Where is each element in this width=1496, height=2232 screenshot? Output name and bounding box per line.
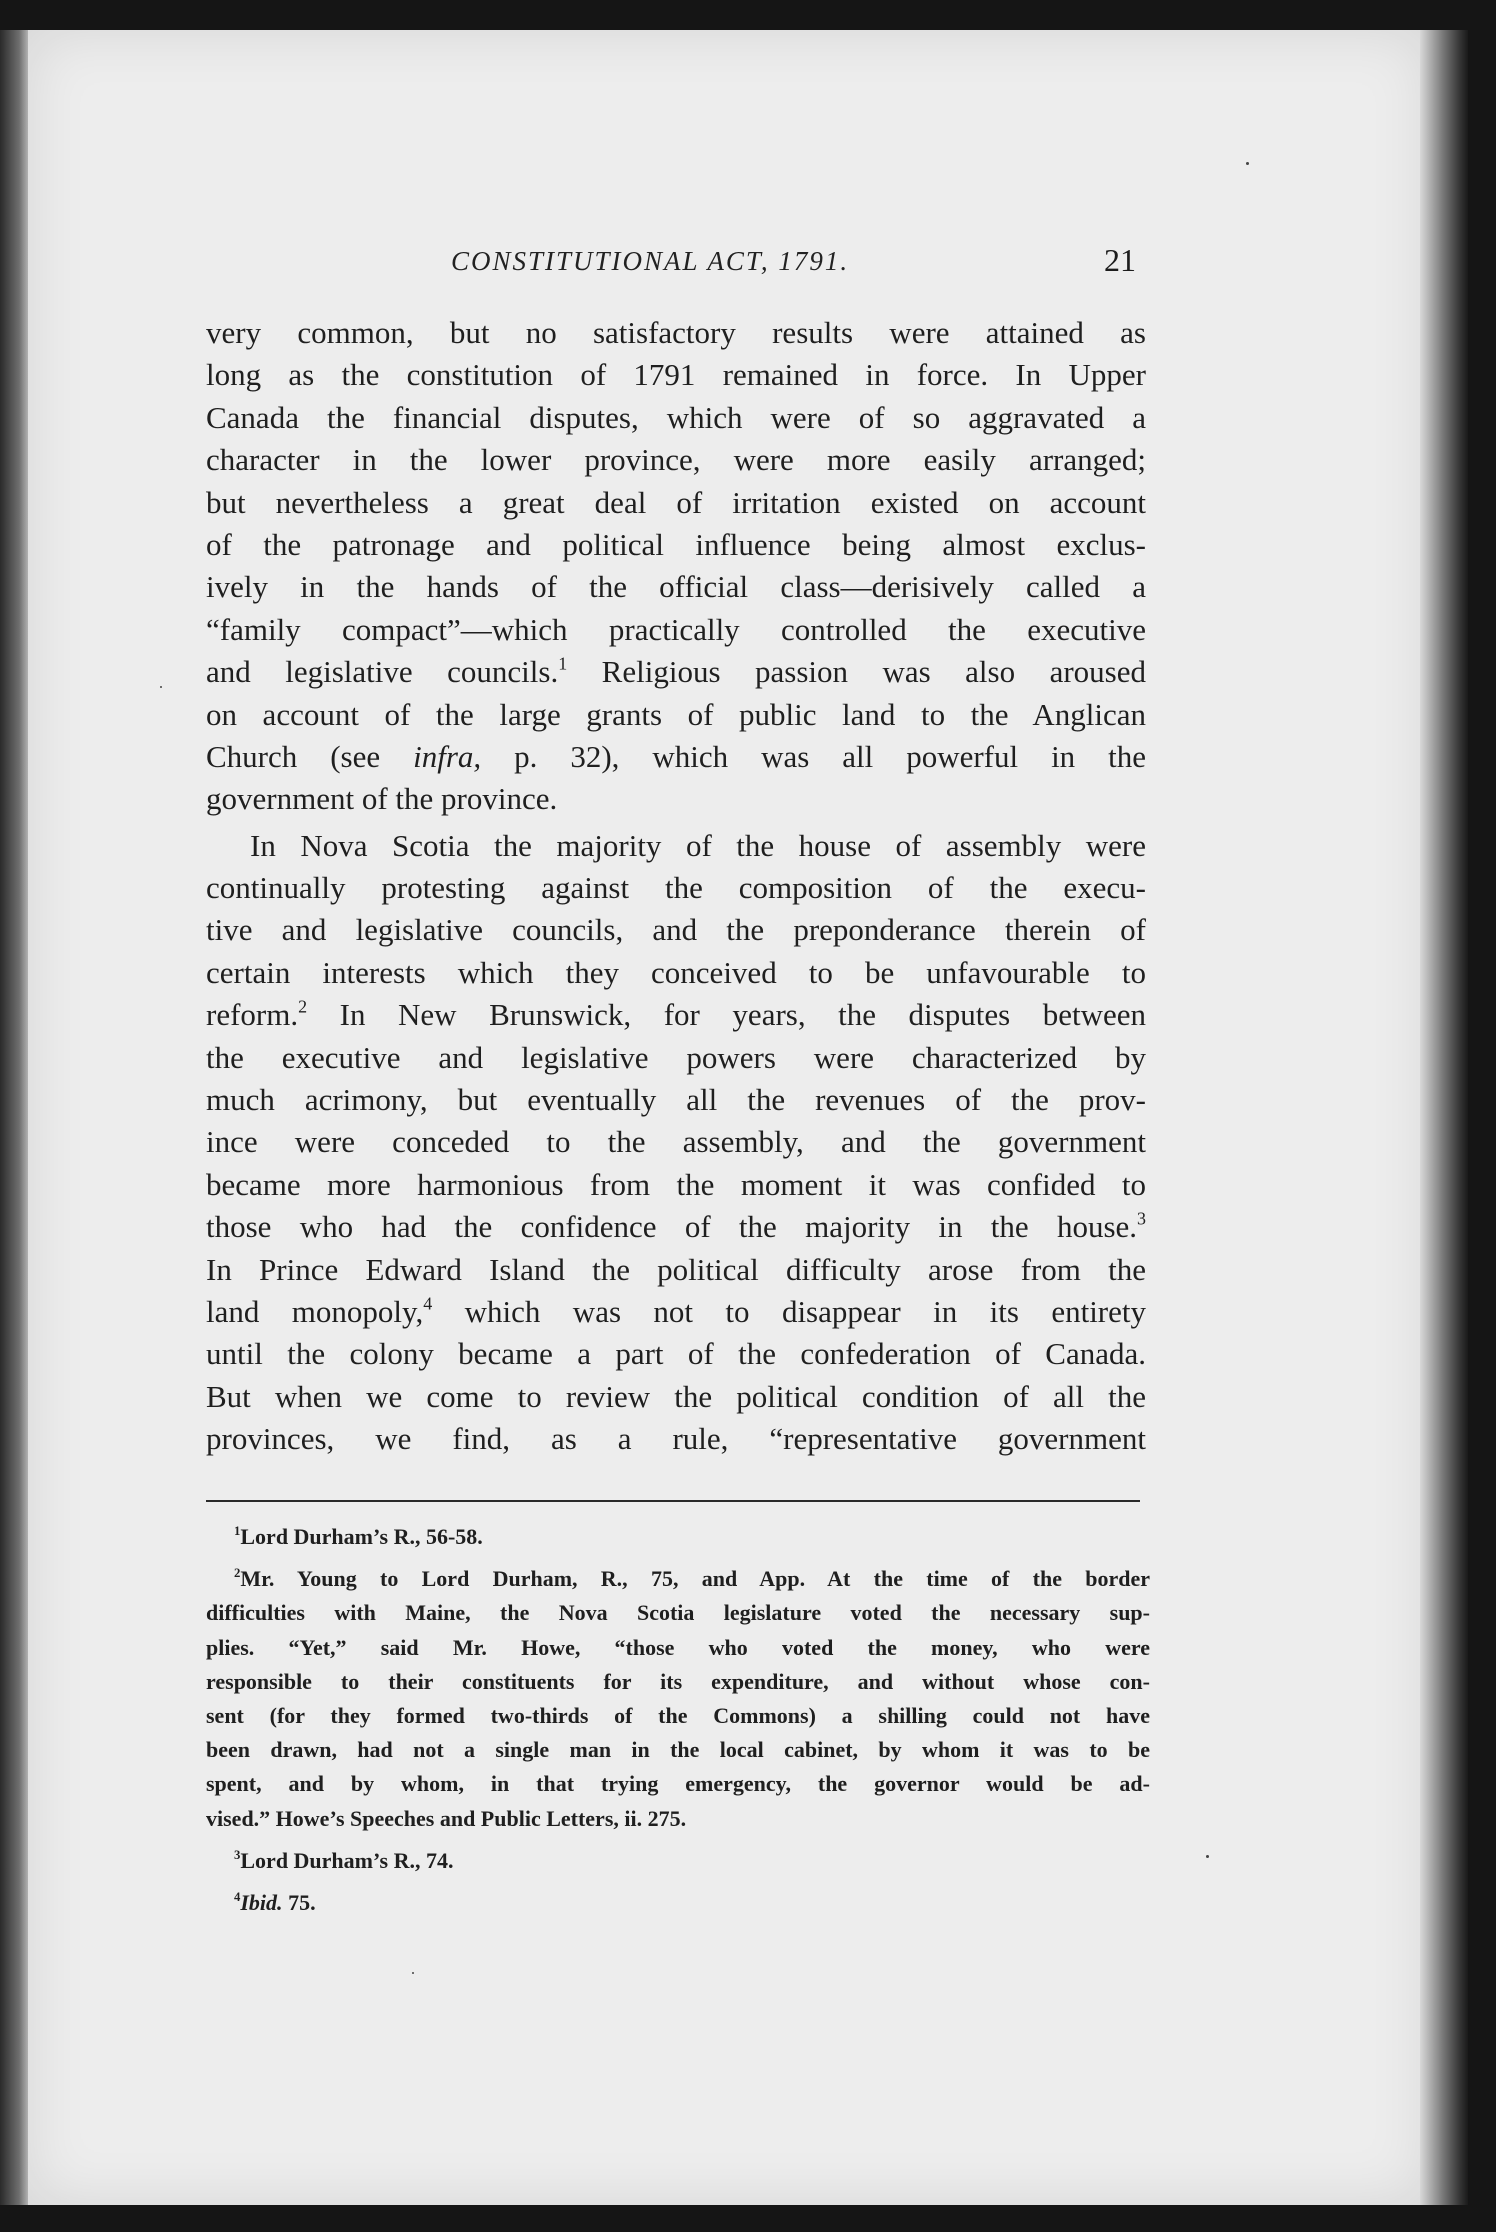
text-line: continually protesting against the composition of the execu- xyxy=(206,870,1146,906)
footnotes xyxy=(206,1520,1150,1920)
body-text xyxy=(206,312,1146,1461)
page-header xyxy=(206,242,1136,282)
text-line xyxy=(206,651,1146,693)
running-title: CONSTITUTIONAL ACT, 1791. xyxy=(451,246,850,276)
text-line xyxy=(206,1291,1146,1333)
footnote-line: plies. “Yet,” said Mr. Howe, “those who voted the money, who were xyxy=(206,1634,1150,1660)
text-line: on account of the large grants of public land to the Anglican xyxy=(206,696,1146,732)
footnote-text: 75. xyxy=(288,1889,316,1915)
text-line: became more harmonious from the moment it was confided to xyxy=(206,1166,1146,1202)
right-page-edge xyxy=(1420,30,1468,2205)
line-segment: p. 32), which was all powerful in the xyxy=(514,738,1147,774)
scan-speck xyxy=(412,1972,414,1974)
line-segment: land monopoly, xyxy=(206,1293,424,1329)
text-line: character in the lower province, were more easily arranged; xyxy=(206,442,1146,478)
scan-speck xyxy=(1206,1855,1209,1858)
footnote-line xyxy=(206,1562,1150,1596)
text-line: “family compact”—which practically controlled the executive xyxy=(206,611,1146,647)
line-segment: Religious passion was also aroused xyxy=(601,654,1146,690)
footnote-1 xyxy=(206,1520,1150,1554)
footnote-2 xyxy=(206,1562,1150,1836)
footnote-marker: 2 xyxy=(234,1566,241,1581)
footnote-line: vised.” Howe’s Speeches and Public Letters, ii. 275. xyxy=(206,1805,687,1831)
footnote-3 xyxy=(206,1844,1150,1878)
paragraph-2 xyxy=(206,825,1146,1461)
footnote-text: Lord Durham’s R., 56-58. xyxy=(240,1524,483,1549)
text-line xyxy=(206,994,1146,1036)
footnote-ref-4[interactable]: 4 xyxy=(423,1293,433,1314)
footnote-line: spent, and by whom, in that trying emergency, the governor would be ad- xyxy=(206,1771,1150,1797)
footnote-line: been drawn, had not a single man in the local cabinet, by whom it was to be xyxy=(206,1737,1150,1763)
footnote-4 xyxy=(206,1886,1150,1920)
text-line: until the colony became a part of the confederation of Canada. xyxy=(206,1336,1146,1372)
text-line: much acrimony, but eventually all the revenues of the prov- xyxy=(206,1082,1146,1118)
page-number: 21 xyxy=(1104,242,1136,278)
text-line: ively in the hands of the official class—derisively called a xyxy=(206,569,1146,605)
line-segment: Church (see xyxy=(206,738,381,774)
scan-speck xyxy=(160,686,162,688)
text-line: long as the constitution of 1791 remained in force. In Upper xyxy=(206,357,1146,393)
footnote-line: difficulties with Maine, the Nova Scotia legislature voted the necessary sup- xyxy=(206,1600,1150,1626)
text-line: certain interests which they conceived to be unfavourable to xyxy=(206,954,1146,990)
line-segment: reform. xyxy=(206,997,299,1033)
footnote-text: Lord Durham’s R., 74. xyxy=(240,1847,454,1873)
text-line: Canada the financial disputes, which were of so aggravated a xyxy=(206,399,1146,435)
text-line xyxy=(206,736,1146,778)
text-line: But when we come to review the political condition of all the xyxy=(206,1378,1146,1414)
footnote-marker: 3 xyxy=(234,1847,241,1862)
footnote-text: Mr. Young to Lord Durham, R., 75, and App. At the time of the border xyxy=(240,1566,1150,1592)
line-segment: which was not to disappear in its entirety xyxy=(464,1293,1147,1329)
footnote-ref-3[interactable]: 3 xyxy=(1137,1208,1146,1229)
text-line: tive and legislative councils, and the preponderance therein of xyxy=(206,912,1146,948)
text-line: government of the province. xyxy=(206,781,558,817)
text-line: but nevertheless a great deal of irritation existed on account xyxy=(206,484,1146,520)
line-segment: those who had the confidence of the majority in the house. xyxy=(206,1209,1138,1245)
footnote-rule xyxy=(206,1500,1140,1502)
footnote-line: sent (for they formed two-thirds of the Commons) a shilling could not have xyxy=(206,1702,1150,1728)
footnote-italic: Ibid. xyxy=(240,1889,283,1915)
footnote-marker: 4 xyxy=(234,1889,241,1904)
text-line: provinces, we find, as a rule, “representative government xyxy=(206,1421,1146,1457)
text-line: In Prince Edward Island the political difficulty arose from the xyxy=(206,1251,1146,1287)
scan-speck xyxy=(1246,162,1249,165)
italic-term: infra, xyxy=(413,738,482,774)
footnote-ref-2[interactable]: 2 xyxy=(298,996,308,1017)
text-line: the executive and legislative powers were characterized by xyxy=(206,1039,1146,1075)
text-line: In Nova Scotia the majority of the house of assembly were xyxy=(250,827,1146,863)
paragraph-1 xyxy=(206,312,1146,821)
line-segment: and legislative councils. xyxy=(206,654,559,690)
text-line: of the patronage and political influence being almost exclus- xyxy=(206,526,1146,562)
text-line xyxy=(206,1206,1146,1248)
text-line: ince were conceded to the assembly, and the government xyxy=(206,1124,1146,1160)
footnote-marker: 1 xyxy=(234,1524,241,1539)
line-segment: In New Brunswick, for years, the disputes between xyxy=(339,997,1147,1033)
footnote-ref-1[interactable]: 1 xyxy=(558,653,568,674)
footnote-line: responsible to their constituents for its expenditure, and without whose con- xyxy=(206,1668,1150,1694)
text-line: very common, but no satisfactory results were attained as xyxy=(206,315,1146,350)
